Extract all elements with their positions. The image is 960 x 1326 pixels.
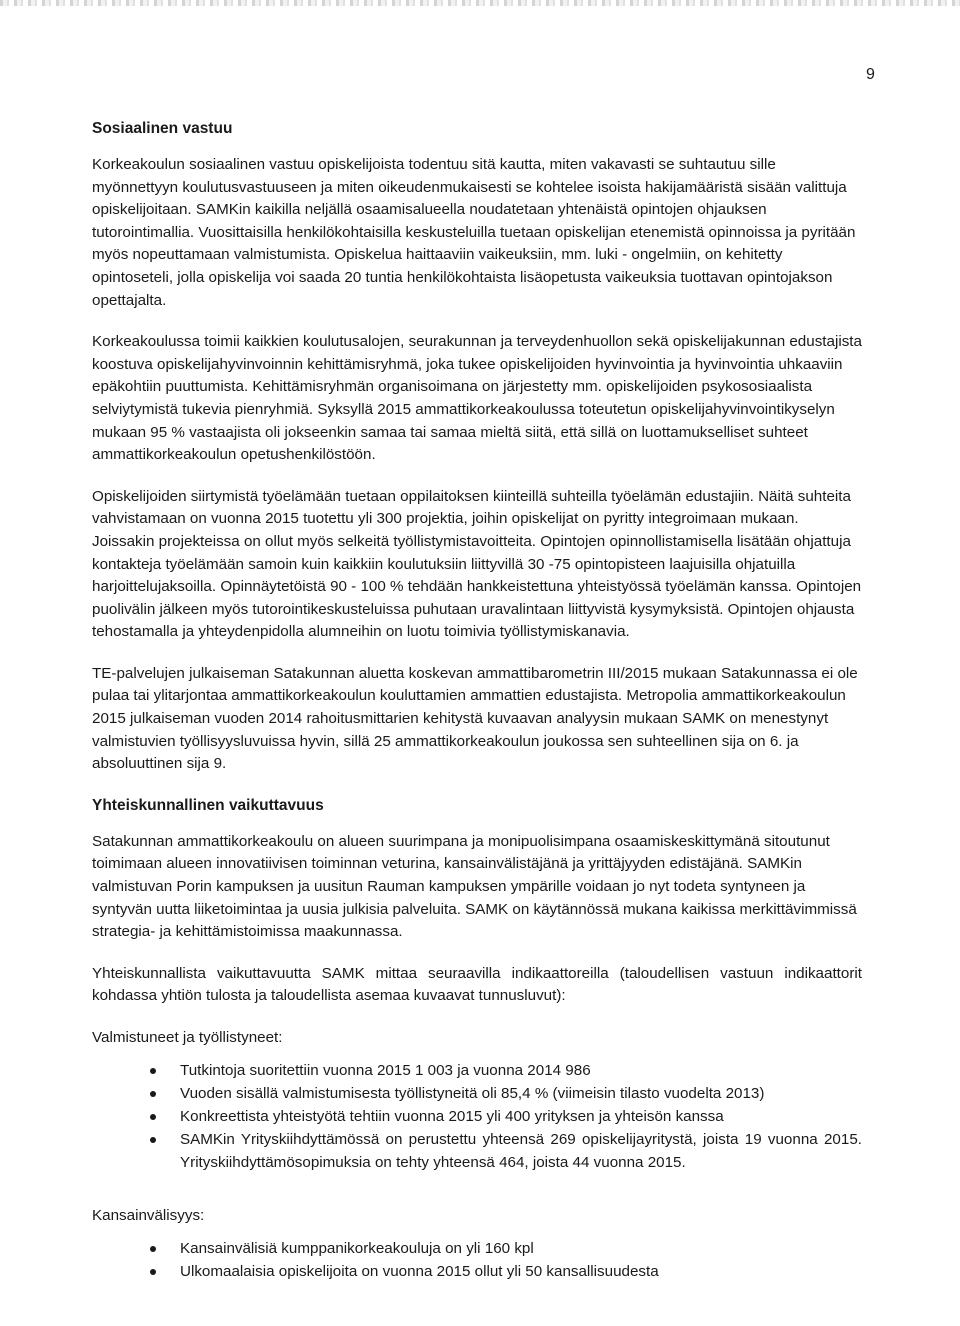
document-body bbox=[92, 118, 862, 1302]
bullet-icon bbox=[150, 1114, 156, 1120]
bullet-icon bbox=[150, 1137, 156, 1143]
list-item bbox=[92, 1237, 862, 1260]
paragraph-working-life: Opiskelijoiden siirtymistä työelämään tuetaan oppilaitoksen kiinteillä suhteilla työelämän edustajiin. Näitä suhteita vahvistamaan on vuonna 2015 tuotettu yli 300 projektia, joihin opiskelijat on pyritty integroimaan mukaan. Joissakin projekteissa on ollut myös selkeitä työllistymistavoitteita. Opintojen opinnollistamisella lisätään ohjattuja kontakteja työelämään samoin kuin kaikkiin koulutuksiin liittyvillä 30 -75 opintopisteen laajuisilla ohjatuilla harjoittelujaksoilla. Opinnäytetöistä 90 - 100 % tehdään hankkeistettuna yhteistyössä työelämän kanssa. Opintojen puolivälin jälkeen myös tutorointikeskusteluissa puhutaan uravalintaan liittyvistä kysymyksistä. Opintojen ohjausta tehostamalla ja yhteydenpidolla alumneihin on luotu toimivia työllistymiskanavia. bbox=[92, 487, 862, 641]
paragraph-tutoring: Korkeakoulun sosiaalinen vastuu opiskelijoista todentuu sitä kautta, miten vakavasti se suhtautuu sille myönnettyyn koulutusvastuuseen ja miten oikeudenmukaisesti se kohtelee isoista hakijamääristä sisään valittuja opiskelijoitaan. SAMKin kaikilla neljällä osaamisalueella noudatetaan yhtenäistä opintojen ohjauksen tutorointimallia. Vuosittaisilla henkilökohtaisilla keskusteluilla tuetaan opiskelijan etenemistä opinnoissa ja pyritään myös nopeuttamaan valmistumista. Opiskelua haittaaviin vaikeuksiin, mm. luki - ongelmiin, on kehitetty opintoseteli, jolla opiskelija voi saada 20 tuntia henkilökohtaista lisäopetusta vaikeuksia tuottavan opintojakson opettajalta. bbox=[92, 156, 856, 309]
bullet-icon bbox=[150, 1068, 156, 1074]
list-item bbox=[92, 1128, 862, 1174]
list-item bbox=[92, 1059, 862, 1082]
list-item-text: SAMKin Yrityskiihdyttämössä on perustettu yhteensä 269 opiskelijayritystä, joista 19 vuonna 2015. Yrityskiihdyttämösopimuksia on tehty yhteensä 464, joista 44 vuonna 2015. bbox=[180, 1131, 862, 1171]
paragraph-indicators-intro: Yhteiskunnallista vaikuttavuutta SAMK mittaa seuraavilla indikaattoreilla (taloudellisen vastuun indikaattorit kohdassa yhtiön tulosta ja taloudellista asemaa kuvaavat tunnusluvut): bbox=[92, 964, 862, 1005]
bullet-icon bbox=[150, 1269, 156, 1275]
list-item-text: Tutkintoja suoritettiin vuonna 2015 1 003 ja vuonna 2014 986 bbox=[180, 1062, 591, 1079]
list-item bbox=[92, 1105, 862, 1128]
scan-artifact bbox=[0, 0, 960, 6]
paragraph-employment-statistics: TE-palvelujen julkaiseman Satakunnan aluetta koskevan ammattibarometrin III/2015 mukaan Satakunnassa ei ole pulaa tai ylitarjontaa ammattikorkeakoulun kouluttamien ammattien edustajista. Metropolia ammattikorkeakoulun 2015 julkaiseman vuoden 2014 rahoitusmittarien kehitystä kuvaavan analyysin mukaan SAMK on menestynyt valmistuvien työllisyysluvuissa hyvin, sillä 25 ammattikorkeakoulun joukossa sen suhteellinen sija on 6. ja absoluuttinen sija 9. bbox=[92, 664, 858, 773]
international-label: Kansainvälisyys: bbox=[92, 1207, 205, 1224]
bullet-icon bbox=[150, 1246, 156, 1252]
graduates-list bbox=[92, 1059, 862, 1174]
list-item-text: Konkreettista yhteistyötä tehtiin vuonna 2015 yli 400 yrityksen ja yhteisön kanssa bbox=[180, 1108, 724, 1125]
graduates-label: Valmistuneet ja työllistyneet: bbox=[92, 1029, 283, 1046]
list-item-text: Vuoden sisällä valmistumisesta työllistyneitä oli 85,4 % (viimeisin tilasto vuodelta 2013) bbox=[180, 1085, 765, 1102]
paragraph-regional-role: Satakunnan ammattikorkeakoulu on alueen suurimpana ja monipuolisimpana osaamiskeskittymänä sitoutunut toimimaan alueen innovatiivisen toiminnan veturina, kansainvälistäjänä ja yrittäjyyden edistäjänä. SAMKin valmistuvan Porin kampuksen ja uusitun Rauman kampuksen ympärille voidaan jo nyt todeta syntyneen ja syntyvän uutta liiketoimintaa ja uusia julkisia palveluita. SAMK on käytännössä mukana kaikissa merkittävimmissä strategia- ja kehittämistoimissa maakunnassa. bbox=[92, 832, 857, 941]
page-number: 9 bbox=[866, 66, 875, 83]
section-heading-societal-impact: Yhteiskunnallinen vaikuttavuus bbox=[92, 796, 324, 814]
international-list bbox=[92, 1237, 862, 1283]
list-item-text: Ulkomaalaisia opiskelijoita on vuonna 2015 ollut yli 50 kansallisuudesta bbox=[180, 1263, 659, 1280]
section-heading-social-responsibility: Sosiaalinen vastuu bbox=[92, 120, 233, 137]
list-item bbox=[92, 1260, 862, 1283]
bullet-icon bbox=[150, 1091, 156, 1097]
paragraph-wellbeing: Korkeakoulussa toimii kaikkien koulutusalojen, seurakunnan ja terveydenhuollon sekä opiskelijakunnan edustajista koostuva opiskelijahyvinvoinnin kehittämisryhmä, joka tukee opiskelijoiden hyvinvointia ja hyvinvointia uhkaaviin epäkohtiin puuttumista. Kehittämisryhmän organisoimana on järjestetty mm. opiskelijoiden psykososiaalista selviytymistä tukevia pienryhmiä. Syksyllä 2015 ammattikorkeakoulussa toteutetun opiskelijahyvinvointikyselyn mukaan 95 % vastaajista oli jokseenkin samaa tai samaa mieltä siitä, että sillä on luottamukselliset suhteet ammattikorkeakoulun opetushenkilöstöön. bbox=[92, 333, 862, 464]
spacer bbox=[92, 1193, 862, 1205]
list-item bbox=[92, 1082, 862, 1105]
list-item-text: Kansainvälisiä kumppanikorkeakouluja on yli 160 kpl bbox=[180, 1240, 534, 1257]
